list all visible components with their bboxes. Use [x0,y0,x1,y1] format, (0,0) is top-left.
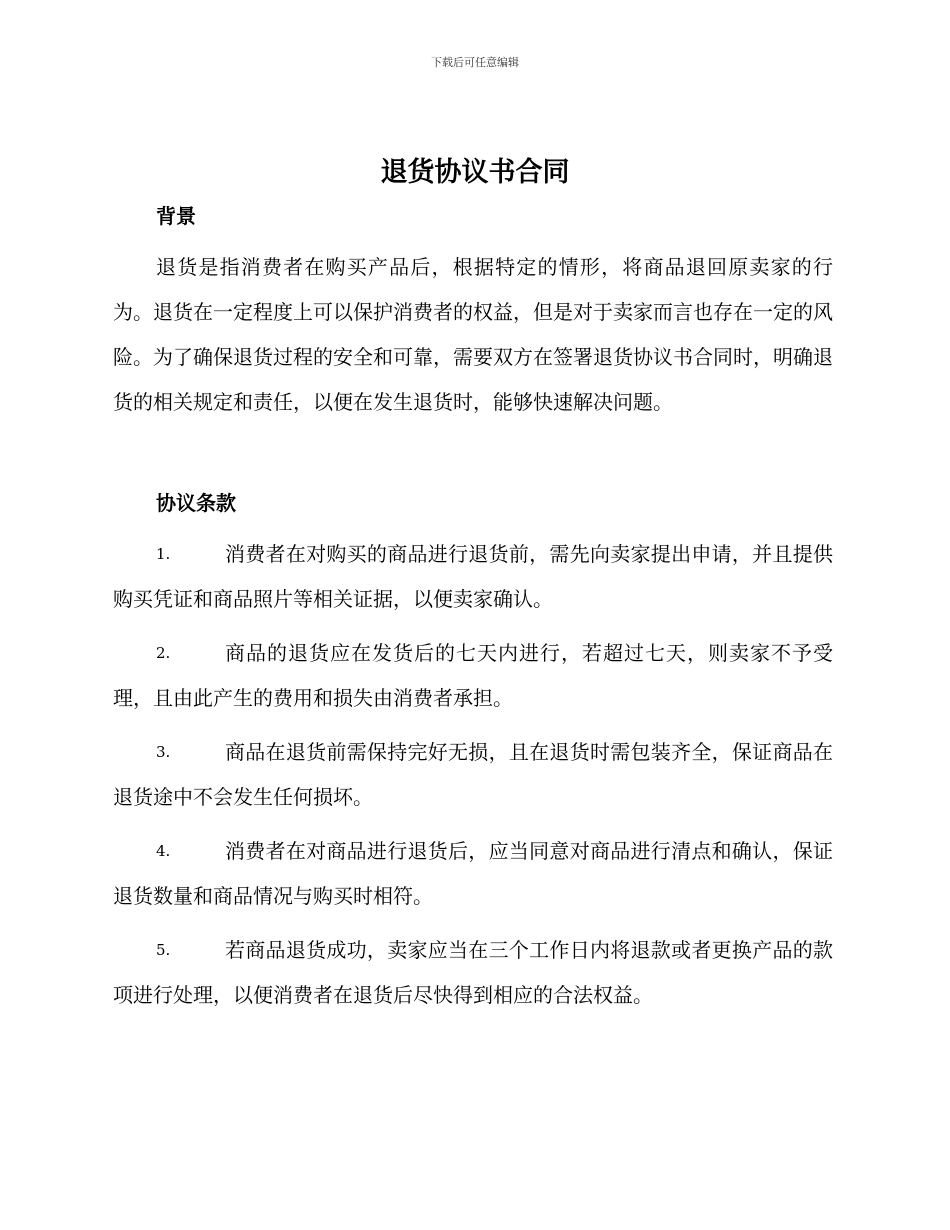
document-title: 退货协议书合同 [380,157,570,188]
clause-text: 消费者在对购买的商品进行退货前，需先向卖家提出申请，并且提供购买凭证和商品照片等相关证据，以便卖家确认。 [113,542,833,611]
clause-text: 若商品退货成功，卖家应当在三个工作日内将退款或者更换产品的款项进行处理，以便消费者在退货后尽快得到相应的合法权益。 [113,938,833,1007]
background-paragraph: 退货是指消费者在购买产品后，根据特定的情形，将商品退回原卖家的行为。退货在一定程度上可以保护消费者的权益，但是对于卖家而言也存在一定的风险。为了确保退货过程的安全和可靠，需要双方在签署退货协议书合同时，明确退货的相关规定和责任，以便在发生退货时，能够快速解决问题。 [113,255,833,414]
clause-number: 4. [156,842,171,860]
clause-item [113,928,833,1018]
clause-number: 3. [156,743,171,761]
clause-text: 消费者在对商品进行退货后，应当同意对商品进行清点和确认，保证退货数量和商品情况与购买时相符。 [113,839,833,908]
clause-number: 1. [156,545,171,563]
terms-heading: 协议条款 [156,491,236,515]
clause-item [113,532,833,622]
clause-number: 5. [156,941,171,959]
clause-text: 商品在退货前需保持完好无损，且在退货时需包装齐全，保证商品在退货途中不会发生任何损坏。 [113,740,833,809]
clause-list [113,532,833,1027]
background-heading: 背景 [156,204,196,228]
clause-item [113,829,833,919]
clause-number: 2. [156,644,171,662]
clause-item [113,730,833,820]
clause-text: 商品的退货应在发货后的七天内进行，若超过七天，则卖家不予受理，且由此产生的费用和损失由消费者承担。 [113,641,833,710]
clause-item [113,631,833,721]
header-note: 下载后可任意编辑 [431,56,519,69]
